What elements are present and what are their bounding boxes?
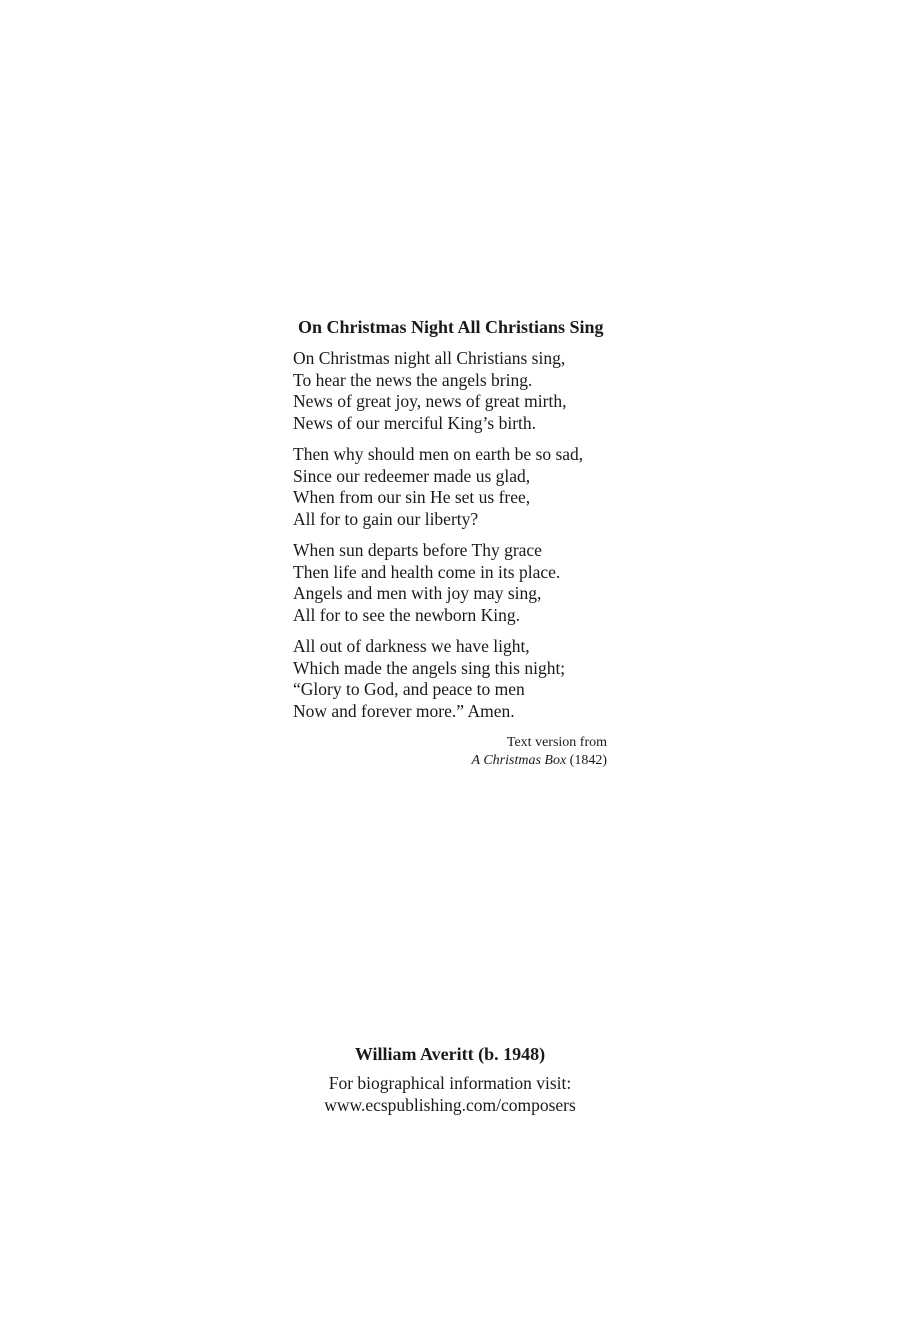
poem-line: Which made the angels sing this night;: [293, 657, 566, 678]
text-source-credit: [472, 734, 607, 770]
source-book-title: A Christmas Box: [471, 753, 567, 768]
bio-url: www.ecspublishing.com/composers: [324, 1094, 576, 1115]
poem-title: On Christmas Night All Christians Sing: [298, 317, 604, 337]
poem-line: To hear the news the angels bring.: [293, 369, 533, 390]
stanza-2: [293, 444, 613, 530]
stanza-4: [293, 636, 613, 722]
poem-line: Then life and health come in its place.: [293, 561, 561, 582]
poem-line: News of our merciful King’s birth.: [293, 412, 537, 433]
poem-line: Angels and men with joy may sing,: [293, 583, 542, 603]
poem-line: When from our sin He set us free,: [293, 487, 531, 507]
stanza-3: [293, 540, 613, 626]
poem-line: All out of darkness we have light,: [293, 636, 530, 656]
composer-block: [0, 1043, 900, 1116]
poem-line: On Christmas night all Christians sing,: [293, 348, 566, 368]
poem-line: All for to see the newborn King.: [293, 604, 520, 625]
poem-block: [293, 316, 613, 732]
composer-name: William Averitt (b. 1948): [354, 1044, 546, 1064]
poem-line: All for to gain our liberty?: [293, 508, 479, 529]
source-citation: [472, 752, 607, 770]
poem-line: Now and forever more.” Amen.: [293, 700, 515, 721]
poem-line: “Glory to God, and peace to men: [293, 679, 525, 699]
poem-line: When sun departs before Thy grace: [293, 540, 542, 560]
source-label: Text version from: [506, 735, 607, 750]
bio-info-label: For biographical information visit:: [328, 1073, 572, 1093]
source-year: (1842): [569, 753, 607, 768]
poem-line: News of great joy, news of great mirth,: [293, 391, 567, 411]
stanza-1: [293, 348, 613, 434]
poem-line: Since our redeemer made us glad,: [293, 465, 531, 486]
poem-line: Then why should men on earth be so sad,: [293, 444, 584, 464]
